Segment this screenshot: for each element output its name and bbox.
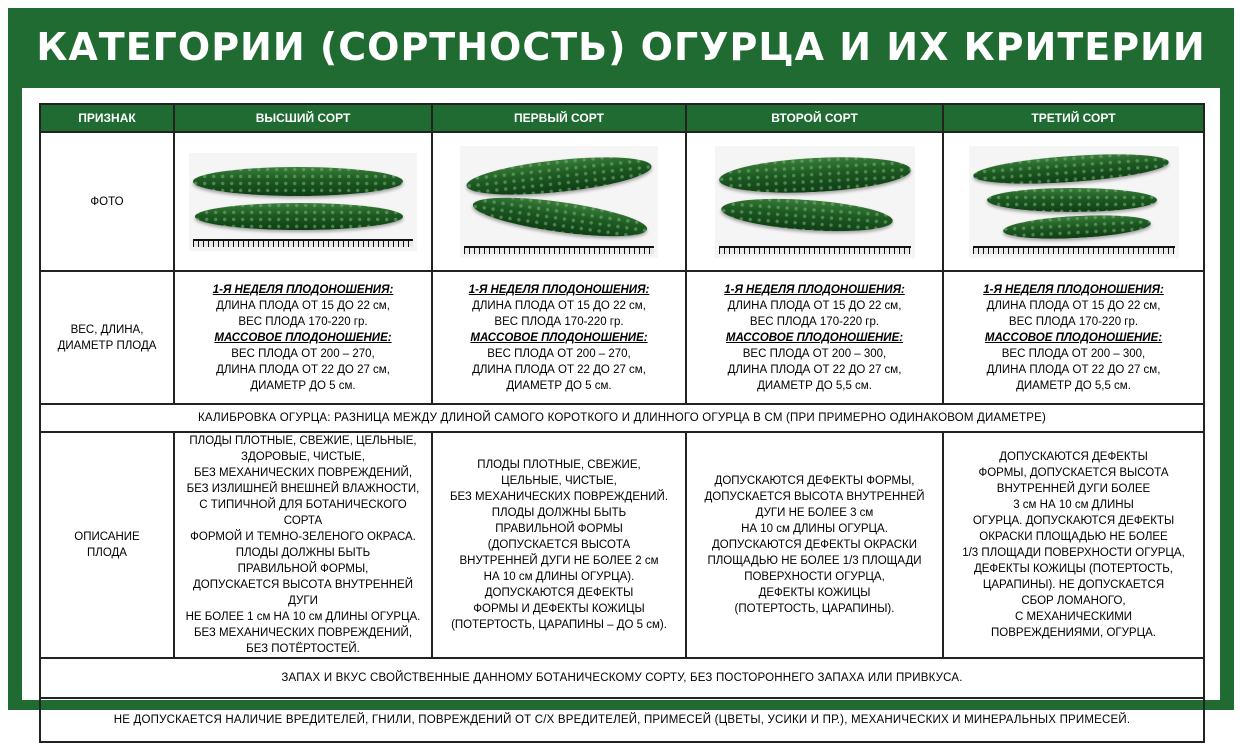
description-line: ПЛОДЫ ДОЛЖНЫ БЫТЬ [491, 507, 627, 519]
weight-line: ВЕС ПЛОДА 170-220 гр. [494, 315, 624, 328]
weight-line: ДЛИНА ПЛОДА ОТ 22 ДО 27 см, [727, 363, 902, 376]
photo-cell-premium [174, 132, 432, 271]
description-line: ПОВРЕЖДЕНИЯМИ, ОГУРЦА. [991, 627, 1156, 639]
description-line: ДЕФЕКТЫ КОЖИЦЫ (ПОТЕРТОСТЬ, [973, 563, 1174, 575]
description-line: ФОРМОЙ И ТЕМНО-ЗЕЛЕНОГО ОКРАСА. [190, 531, 416, 543]
header-third-grade: ТРЕТИЙ СОРТ [943, 104, 1204, 132]
description-line: БЕЗ МЕХАНИЧЕСКИХ ПОВРЕЖДЕНИЙ, [193, 627, 413, 639]
description-line: ПРАВИЛЬНОЙ ФОРМЫ [495, 523, 623, 535]
weight-heading: МАССОВОЕ ПЛОДОНОШЕНИЕ: [725, 331, 904, 344]
description-line: ЗДОРОВЫЕ, ЧИСТЫЕ, [241, 451, 365, 463]
description-label-text: ОПИСАНИЕ [74, 531, 140, 543]
content-panel [22, 88, 1220, 726]
description-line: ДОПУСКАЕТСЯ ВЫСОТА ВНУТРЕННЕЙ ДУГИ [192, 579, 414, 607]
weight-line: ВЕС ПЛОДА ОТ 200 – 300, [742, 347, 887, 360]
weight-label [40, 271, 174, 404]
description-line: БЕЗ МЕХАНИЧЕСКИХ ПОВРЕЖДЕНИЙ. [449, 491, 669, 503]
description-line: ПЛОЩАДЬЮ НЕ БОЛЕЕ 1/3 ПЛОЩАДИ [707, 555, 922, 567]
photo-label: ФОТО [40, 132, 174, 271]
weight-heading: МАССОВОЕ ПЛОДОНОШЕНИЕ: [214, 331, 392, 344]
weight-line: ВЕС ПЛОДА ОТ 200 – 270, [487, 347, 631, 360]
description-line: НА 10 см ДЛИНЫ ОГУРЦА. [741, 523, 888, 535]
description-line: ДОПУСКАЮТСЯ ДЕФЕКТЫ [999, 451, 1148, 463]
photo-cell-first [432, 132, 686, 271]
weight-heading: МАССОВОЕ ПЛОДОНОШЕНИЕ: [984, 331, 1163, 344]
weight-line: ДЛИНА ПЛОДА ОТ 15 ДО 22 см, [472, 299, 646, 312]
weight-row [40, 271, 1204, 404]
description-line: 1/3 ПЛОЩАДИ ПОВЕРХНОСТИ ОГУРЦА, [962, 547, 1185, 559]
description-line: ФОРМЫ, ДОПУСКАЕТСЯ ВЫСОТА [978, 467, 1169, 479]
description-line: ЦАРАПИНЫ). НЕ ДОПУСКАЕТСЯ [982, 579, 1165, 591]
description-line: ДЕФЕКТЫ КОЖИЦЫ [758, 587, 871, 599]
description-line: ПЛОДЫ ПЛОТНЫЕ, СВЕЖИЕ, [477, 459, 641, 471]
weight-line: ВЕС ПЛОДА ОТ 200 – 270, [231, 347, 375, 360]
weight-heading: 1-Я НЕДЕЛЯ ПЛОДОНОШЕНИЯ: [983, 283, 1164, 296]
poster-frame [8, 8, 1234, 726]
smell-taste-note: ЗАПАХ И ВКУС СВОЙСТВЕННЫЕ ДАННОМУ БОТАНИЧЕСКОМУ СОРТУ, БЕЗ ПОСТОРОННЕГО ЗАПАХА ИЛИ ПРИВКУСА. [40, 658, 1204, 698]
calibration-note: КАЛИБРОВКА ОГУРЦА: РАЗНИЦА МЕЖДУ ДЛИНОЙ САМОГО КОРОТКОГО И ДЛИННОГО ОГУРЦА В СМ (ПРИ ПРИМЕРНО ОДИНАКОВОМ ДИАМЕТРЕ) [40, 404, 1204, 432]
weight-line: ДИАМЕТР ДО 5 см. [506, 379, 612, 392]
description-line: СБОР ЛОМАНОГО, [1021, 595, 1126, 607]
description-cell-premium [174, 432, 432, 658]
photo-cell-second [686, 132, 943, 271]
description-line: ПОВЕРХНОСТИ ОГУРЦА, [744, 571, 885, 583]
description-line: ДОПУСКАЮТСЯ ДЕФЕКТЫ ФОРМЫ, [714, 475, 915, 487]
grades-table [39, 103, 1205, 743]
weight-cell-second [686, 271, 943, 404]
header-premium-grade: ВЫСШИЙ СОРТ [174, 104, 432, 132]
description-line: С ТИПИЧНОЙ ДЛЯ БОТАНИЧЕСКОГО СОРТА [199, 499, 407, 527]
weight-line: ДЛИНА ПЛОДА ОТ 15 ДО 22 см, [986, 299, 1161, 312]
cucumber-photo-third [969, 146, 1179, 258]
photo-cell-third [943, 132, 1204, 271]
pests-row [40, 698, 1204, 742]
description-line: (ДОПУСКАЕТСЯ ВЫСОТА [487, 539, 631, 551]
description-line: (ПОТЕРТОСТЬ, ЦАРАПИНЫ). [734, 603, 895, 615]
weight-cell-premium [174, 271, 432, 404]
photo-row [40, 132, 1204, 271]
description-line: ПЛОДЫ ДОЛЖНЫ БЫТЬ [235, 547, 371, 559]
weight-line: ДЛИНА ПЛОДА ОТ 15 ДО 22 см, [727, 299, 902, 312]
weight-line: ДЛИНА ПЛОДА ОТ 22 ДО 27 см, [986, 363, 1161, 376]
description-line: НА 10 см ДЛИНЫ ОГУРЦА). [483, 571, 635, 583]
weight-label-text-2: ДИАМЕТР ПЛОДА [57, 339, 157, 352]
description-line: ВНУТРЕННЕЙ ДУГИ БОЛЕЕ [996, 483, 1151, 495]
weight-line: ВЕС ПЛОДА 170-220 гр. [238, 315, 368, 328]
description-line: ДУГИ НЕ БОЛЕЕ 3 см [755, 507, 874, 519]
weight-line: ВЕС ПЛОДА ОТ 200 – 300, [1001, 347, 1146, 360]
description-line: С МЕХАНИЧЕСКИМИ [1014, 611, 1133, 623]
weight-cell-third [943, 271, 1204, 404]
weight-heading: МАССОВОЕ ПЛОДОНОШЕНИЕ: [470, 331, 648, 344]
description-line: БЕЗ ИЗЛИШНЕЙ ВНЕШНЕЙ ВЛАЖНОСТИ, [186, 483, 420, 495]
description-line: ДОПУСКАЕТСЯ ВЫСОТА ВНУТРЕННЕЙ [704, 491, 925, 503]
calibration-row [40, 404, 1204, 432]
description-cell-first [432, 432, 686, 658]
weight-label-text: ВЕС, ДЛИНА, [70, 323, 144, 336]
weight-line: ДИАМЕТР ДО 5 см. [250, 379, 356, 392]
weight-line: ДЛИНА ПЛОДА ОТ 22 ДО 27 см, [216, 363, 390, 376]
description-line: ПРАВИЛЬНОЙ ФОРМЫ, [237, 563, 369, 575]
page-title: КАТЕГОРИИ (СОРТНОСТЬ) ОГУРЦА И ИХ КРИТЕРИИ [36, 25, 1206, 69]
description-line: ЦЕЛЬНЫЕ, ЧИСТЫЕ, [501, 475, 617, 487]
description-line: ФОРМЫ И ДЕФЕКТЫ КОЖИЦЫ [473, 603, 645, 615]
weight-line: ВЕС ПЛОДА 170-220 гр. [1008, 315, 1139, 328]
cucumber-photo-premium [189, 153, 417, 251]
description-line: БЕЗ ПОТЁРТОСТЕЙ. [246, 643, 360, 655]
weight-heading: 1-Я НЕДЕЛЯ ПЛОДОНОШЕНИЯ: [212, 283, 394, 296]
header-second-grade: ВТОРОЙ СОРТ [686, 104, 943, 132]
description-line: ВНУТРЕННЕЙ ДУГИ НЕ БОЛЕЕ 2 см [459, 555, 659, 567]
description-label [40, 432, 174, 658]
weight-line: ДЛИНА ПЛОДА ОТ 22 ДО 27 см, [472, 363, 646, 376]
description-line: НЕ БОЛЕЕ 1 см НА 10 см ДЛИНЫ ОГУРЦА. [185, 611, 421, 623]
description-line: ДОПУСКАЮТСЯ ДЕФЕКТЫ ОКРАСКИ [712, 539, 917, 551]
smell-row [40, 658, 1204, 698]
header-first-grade: ПЕРВЫЙ СОРТ [432, 104, 686, 132]
header-row [40, 104, 1204, 132]
weight-cell-first [432, 271, 686, 404]
description-label-text-2: ПЛОДА [87, 547, 127, 559]
weight-line: ДИАМЕТР ДО 5,5 см. [757, 379, 872, 392]
weight-line: ДИАМЕТР ДО 5,5 см. [1016, 379, 1131, 392]
description-line: ПЛОДЫ ПЛОТНЫЕ, СВЕЖИЕ, ЦЕЛЬНЫЕ, [189, 435, 417, 447]
cucumber-photo-second [715, 146, 915, 258]
description-cell-second [686, 432, 943, 658]
description-line: 3 см НА 10 см ДЛИНЫ [1013, 499, 1134, 511]
description-row [40, 432, 1204, 658]
description-line: (ПОТЕРТОСТЬ, ЦАРАПИНЫ – ДО 5 см). [451, 619, 667, 631]
weight-heading: 1-Я НЕДЕЛЯ ПЛОДОНОШЕНИЯ: [724, 283, 905, 296]
weight-heading: 1-Я НЕДЕЛЯ ПЛОДОНОШЕНИЯ: [468, 283, 650, 296]
description-cell-third [943, 432, 1204, 658]
weight-line: ВЕС ПЛОДА 170-220 гр. [749, 315, 880, 328]
header-attribute: ПРИЗНАК [40, 104, 174, 132]
pests-note: НЕ ДОПУСКАЕТСЯ НАЛИЧИЕ ВРЕДИТЕЛЕЙ, ГНИЛИ, ПОВРЕЖДЕНИЙ ОТ С/Х ВРЕДИТЕЛЕЙ, ПРИМЕСЕЙ (ЦВЕТЫ, УСИКИ И ПР.), МЕХАНИЧЕСКИХ И МИНЕРАЛЬНЫХ ПРИМЕСЕЙ. [40, 698, 1204, 742]
cucumber-photo-first [460, 146, 658, 258]
description-line: ОГУРЦА. ДОПУСКАЮТСЯ ДЕФЕКТЫ [972, 515, 1175, 527]
description-line: БЕЗ МЕХАНИЧЕСКИХ ПОВРЕЖДЕНИЙ, [193, 467, 413, 479]
description-line: ДОПУСКАЮТСЯ ДЕФЕКТЫ [484, 587, 634, 599]
description-line: ОКРАСКИ ПЛОЩАДЬЮ НЕ БОЛЕЕ [979, 531, 1168, 543]
weight-line: ДЛИНА ПЛОДА ОТ 15 ДО 22 см, [216, 299, 390, 312]
